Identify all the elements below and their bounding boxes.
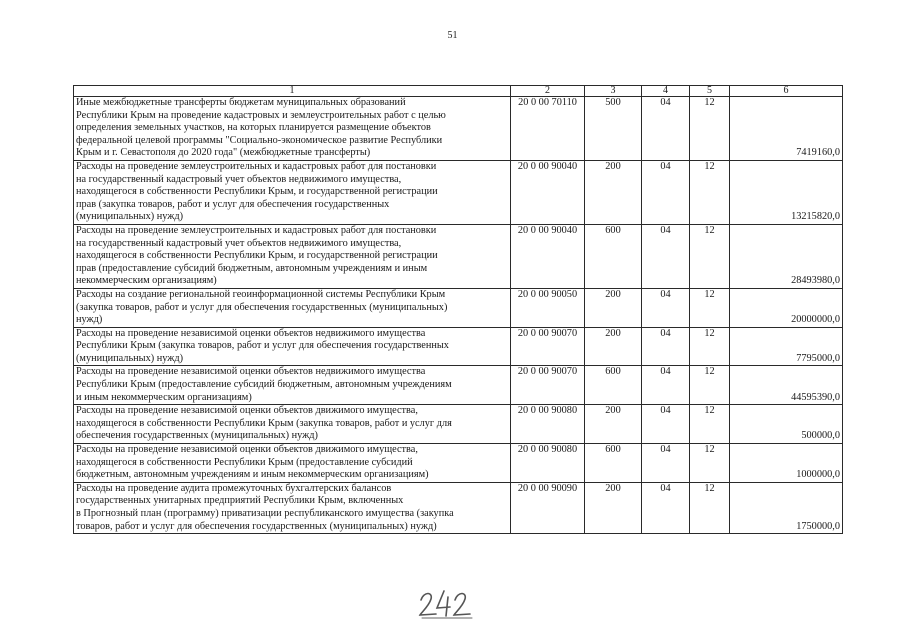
subsection-code: 12: [690, 288, 730, 327]
section-code: 04: [642, 366, 690, 405]
section-code: 04: [642, 405, 690, 444]
column-header: 4: [642, 86, 690, 97]
subsection-code: 12: [690, 482, 730, 533]
table-row: [74, 405, 843, 444]
section-code: 04: [642, 444, 690, 483]
amount: 28493980,0: [730, 224, 843, 288]
description-line: обеспечения государственных (муниципальных) нужд): [76, 430, 318, 442]
target-article-code: 20 0 00 90080: [511, 405, 585, 444]
expense-type-code: 200: [585, 405, 642, 444]
expense-description: [74, 327, 511, 366]
description-line: и иным некоммерческим организациям): [76, 391, 252, 403]
target-article-code: 20 0 00 90070: [511, 366, 585, 405]
description-line: (муниципальных) нужд): [76, 211, 184, 223]
column-header: 5: [690, 86, 730, 97]
expense-type-code: 200: [585, 327, 642, 366]
target-article-code: 20 0 00 70110: [511, 97, 585, 161]
amount: 500000,0: [730, 405, 843, 444]
target-article-code: 20 0 00 90080: [511, 444, 585, 483]
description-line: Расходы на проведение независимой оценки объектов недвижимого имущества: [76, 366, 426, 378]
subsection-code: 12: [690, 160, 730, 224]
table-row: [74, 444, 843, 483]
amount: 44595390,0: [730, 366, 843, 405]
subsection-code: 12: [690, 97, 730, 161]
page-number: 51: [447, 30, 458, 41]
section-code: 04: [642, 224, 690, 288]
description-line: Крым и г. Севастополя до 2020 года" (межбюджетные трансферты): [76, 147, 371, 159]
description-line: на государственный кадастровый учет объектов недвижимого имущества,: [76, 173, 402, 185]
description-line: (муниципальных) нужд): [76, 352, 184, 364]
description-line: Республики Крым на проведение кадастровых и землеустроительных работ с целью: [76, 109, 446, 121]
expense-description: [74, 160, 511, 224]
description-line: находящегося в собственности Республики Крым (предоставление субсидий: [76, 456, 413, 468]
description-line: бюджетным, автономным учреждениям и иным некоммерческим организациям): [76, 469, 429, 481]
amount: 13215820,0: [730, 160, 843, 224]
section-code: 04: [642, 288, 690, 327]
section-code: 04: [642, 97, 690, 161]
expense-description: [74, 405, 511, 444]
section-code: 04: [642, 160, 690, 224]
table-row: [74, 327, 843, 366]
description-line: Расходы на проведение независимой оценки объектов движимого имущества,: [76, 405, 418, 417]
description-line: находящегося в собственности Республики Крым, и государственной регистрации: [76, 250, 438, 262]
column-header: 6: [730, 86, 843, 97]
column-header: 3: [585, 86, 642, 97]
column-header: 2: [511, 86, 585, 97]
expense-description: [74, 288, 511, 327]
description-line: на государственный кадастровый учет объектов недвижимого имущества,: [76, 237, 402, 249]
expense-type-code: 200: [585, 288, 642, 327]
description-line: федеральной целевой программы "Социально-экономическое развитие Республики: [76, 134, 443, 146]
table-header-row: [74, 86, 843, 97]
amount: 7795000,0: [730, 327, 843, 366]
amount: 1750000,0: [730, 482, 843, 533]
target-article-code: 20 0 00 90050: [511, 288, 585, 327]
expense-type-code: 500: [585, 97, 642, 161]
description-line: в Прогнозный план (программу) приватизации республиканского имущества (закупка: [76, 508, 454, 519]
description-line: Расходы на создание региональной геоинформационной системы Республики Крым: [76, 288, 446, 300]
subsection-code: 12: [690, 405, 730, 444]
description-line: Расходы на проведение землеустроительных и кадастровых работ для постановки: [76, 224, 437, 236]
expense-description: [74, 444, 511, 483]
target-article-code: 20 0 00 90040: [511, 160, 585, 224]
expense-type-code: 600: [585, 444, 642, 483]
description-line: Расходы на проведение землеустроительных и кадастровых работ для постановки: [76, 160, 437, 172]
table-row: [74, 224, 843, 288]
section-code: 04: [642, 327, 690, 366]
description-line: (закупка товаров, работ и услуг для обеспечения государственных (муниципальных): [76, 301, 448, 313]
description-line: Республики Крым (предоставление субсидий бюджетным, автономным учреждениям: [76, 379, 452, 391]
description-line: государственных унитарных предприятий Республики Крым, включенных: [76, 495, 404, 507]
description-line: определения земельных участков, на которых планируется размещение объектов: [76, 122, 431, 134]
description-line: находящегося в собственности Республики Крым, и государственной регистрации: [76, 186, 438, 198]
description-line: Расходы на проведение независимой оценки объектов недвижимого имущества: [76, 327, 426, 339]
description-line: Расходы на проведение аудита промежуточных бухгалтерских балансов: [76, 482, 392, 494]
handwritten-page-number: [418, 585, 478, 619]
table-row: [74, 482, 843, 533]
description-line: Республики Крым (закупка товаров, работ и услуг для обеспечения государственных: [76, 340, 449, 352]
expense-type-code: 600: [585, 224, 642, 288]
description-line: некоммерческим организациям): [76, 275, 217, 287]
amount: 1000000,0: [730, 444, 843, 483]
expense-type-code: 600: [585, 366, 642, 405]
expense-description: [74, 224, 511, 288]
description-line: товаров, работ и услуг для обеспечения государственных (муниципальных) нужд): [76, 520, 437, 532]
description-line: находящегося в собственности Республики Крым (закупка товаров, работ и услуг для: [76, 417, 452, 429]
expense-description: [74, 366, 511, 405]
description-line: нужд): [76, 314, 103, 326]
description-line: Иные межбюджетные трансферты бюджетам муниципальных образований: [76, 97, 406, 108]
table-row: [74, 97, 843, 161]
target-article-code: 20 0 00 90040: [511, 224, 585, 288]
subsection-code: 12: [690, 444, 730, 483]
description-line: прав (закупка товаров, работ и услуг для обеспечения государственных: [76, 198, 390, 210]
subsection-code: 12: [690, 224, 730, 288]
table-row: [74, 366, 843, 405]
expense-description: [74, 482, 511, 533]
amount: 7419160,0: [730, 97, 843, 161]
amount: 20000000,0: [730, 288, 843, 327]
target-article-code: 20 0 00 90070: [511, 327, 585, 366]
description-line: прав (предоставление субсидий бюджетным, автономным учреждениям и иным: [76, 262, 428, 274]
section-code: 04: [642, 482, 690, 533]
subsection-code: 12: [690, 327, 730, 366]
expense-type-code: 200: [585, 482, 642, 533]
budget-table: [73, 85, 843, 534]
target-article-code: 20 0 00 90090: [511, 482, 585, 533]
description-line: Расходы на проведение независимой оценки объектов движимого имущества,: [76, 444, 418, 456]
table-row: [74, 288, 843, 327]
subsection-code: 12: [690, 366, 730, 405]
table-row: [74, 160, 843, 224]
expense-description: [74, 97, 511, 161]
column-header: 1: [74, 86, 511, 97]
expense-type-code: 200: [585, 160, 642, 224]
